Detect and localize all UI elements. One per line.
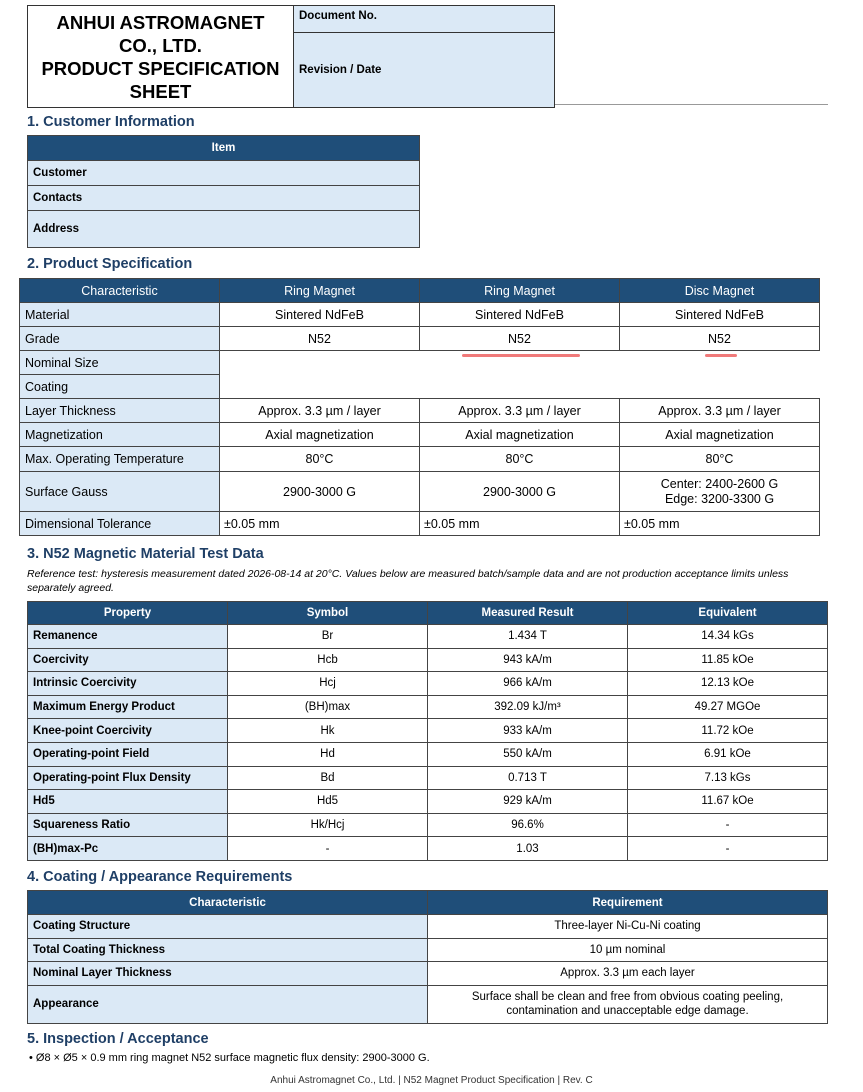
cell: 80°C xyxy=(420,447,620,472)
table-header: Property xyxy=(28,602,228,625)
cell: 11.72 kOe xyxy=(628,719,828,743)
cell: 96.6% xyxy=(428,813,628,837)
cell-line: contamination and unacceptable edge damage. xyxy=(506,1005,749,1017)
cell: Hcj xyxy=(228,672,428,696)
table-row xyxy=(28,648,828,672)
cell: Hd5 xyxy=(228,790,428,814)
cell: ±0.05 mm xyxy=(220,512,420,536)
cell: Approx. 3.3 µm / layer xyxy=(220,399,420,423)
table-row xyxy=(28,813,828,837)
cell: Hcb xyxy=(228,648,428,672)
cell: Hk/Hcj xyxy=(228,813,428,837)
row-label: Nominal Size xyxy=(20,351,220,375)
table-header: Ring Magnet xyxy=(220,279,420,303)
cell: Axial magnetization xyxy=(420,423,620,447)
cell: Sintered NdFeB xyxy=(220,303,420,327)
table-row xyxy=(20,303,820,327)
cell-disc-gauss xyxy=(620,472,820,512)
company-title xyxy=(28,6,294,108)
cell: 2900-3000 G xyxy=(220,472,420,512)
table-row xyxy=(20,447,820,472)
property-label: Maximum Energy Product xyxy=(28,695,228,719)
cell: 933 kA/m xyxy=(428,719,628,743)
row-label: Coating xyxy=(20,375,220,399)
table-row xyxy=(28,719,828,743)
cell: 80°C xyxy=(620,447,820,472)
table-row xyxy=(28,742,828,766)
section-title-test-data: 3. N52 Magnetic Material Test Data xyxy=(27,546,264,562)
characteristic-label: Appearance xyxy=(28,985,428,1023)
row-label: Dimensional Tolerance xyxy=(20,512,220,536)
cell: 49.27 MGOe xyxy=(628,695,828,719)
table-header: Measured Result xyxy=(428,602,628,625)
row-label: Material xyxy=(20,303,220,327)
cell-line: Edge: 3200-3300 G xyxy=(664,491,775,506)
cell: Sintered NdFeB xyxy=(620,303,820,327)
inspection-bullet: • Ø8 × Ø5 × 0.9 mm ring magnet N52 surface magnetic flux density: 2900-3000 G. xyxy=(29,1052,430,1064)
header-rule xyxy=(555,104,828,105)
cell: 929 kA/m xyxy=(428,790,628,814)
requirement-cell: 10 µm nominal xyxy=(428,938,828,962)
requirement-cell: Three-layer Ni-Cu-Ni coating xyxy=(428,915,828,939)
property-label: Knee-point Coercivity xyxy=(28,719,228,743)
requirement-cell xyxy=(428,985,828,1023)
cell: Hk xyxy=(228,719,428,743)
cell: - xyxy=(228,837,428,861)
cell: Axial magnetization xyxy=(620,423,820,447)
table-row xyxy=(28,962,828,986)
row-label: Max. Operating Temperature xyxy=(20,447,220,472)
section-title-product-spec: 2. Product Specification xyxy=(27,256,193,272)
property-label: Operating-point Field xyxy=(28,742,228,766)
company-line: PRODUCT SPECIFICATION xyxy=(41,57,280,79)
characteristic-label: Coating Structure xyxy=(28,915,428,939)
cell: Br xyxy=(228,625,428,649)
table-header: Requirement xyxy=(428,891,828,915)
table-row xyxy=(20,423,820,447)
table-row xyxy=(28,695,828,719)
cell: 966 kA/m xyxy=(428,672,628,696)
document-no-label: Document No. xyxy=(294,6,555,33)
cell: - xyxy=(628,837,828,861)
property-label: Remanence xyxy=(28,625,228,649)
cell: 6.91 kOe xyxy=(628,742,828,766)
table-row xyxy=(20,351,820,375)
table-row xyxy=(28,766,828,790)
table-row xyxy=(20,399,820,423)
cell: N52 xyxy=(620,327,820,351)
property-label: Coercivity xyxy=(28,648,228,672)
cell: 0.713 T xyxy=(428,766,628,790)
coating-requirements-table xyxy=(27,890,828,1024)
cell: 1.434 T xyxy=(428,625,628,649)
cell: 11.67 kOe xyxy=(628,790,828,814)
characteristic-label: Nominal Layer Thickness xyxy=(28,962,428,986)
cell: 11.85 kOe xyxy=(628,648,828,672)
cell: 7.13 kGs xyxy=(628,766,828,790)
section-title-customer: 1. Customer Information xyxy=(27,114,195,130)
row-label: Grade xyxy=(20,327,220,351)
cell: Bd xyxy=(228,766,428,790)
blank-area xyxy=(220,351,820,399)
product-spec-table xyxy=(19,278,820,536)
customer-info-table xyxy=(27,135,420,248)
cell: Approx. 3.3 µm / layer xyxy=(620,399,820,423)
cell: N52 xyxy=(220,327,420,351)
property-label: Squareness Ratio xyxy=(28,813,228,837)
table-row xyxy=(28,790,828,814)
row-label: Magnetization xyxy=(20,423,220,447)
table-row xyxy=(28,938,828,962)
cell: 2900-3000 G xyxy=(420,472,620,512)
customer-label: Customer xyxy=(28,161,420,186)
address-label: Address xyxy=(28,211,420,248)
property-label: Intrinsic Coercivity xyxy=(28,672,228,696)
cell: - xyxy=(628,813,828,837)
table-header: Disc Magnet xyxy=(620,279,820,303)
cell-line: Center: 2400-2600 G xyxy=(660,476,779,491)
table-header: Characteristic xyxy=(20,279,220,303)
cell: 14.34 kGs xyxy=(628,625,828,649)
row-label: Layer Thickness xyxy=(20,399,220,423)
table-row xyxy=(28,837,828,861)
row-label: Surface Gauss xyxy=(20,472,220,512)
table-header: Item xyxy=(28,136,420,161)
cell-line: Surface shall be clean and free from obvious coating peeling, xyxy=(471,991,784,1003)
table-row xyxy=(28,915,828,939)
table-row xyxy=(28,672,828,696)
table-header: Symbol xyxy=(228,602,428,625)
cell: 80°C xyxy=(220,447,420,472)
company-line: SHEET xyxy=(129,80,192,102)
test-note: Reference test: hysteresis measurement dated 2026-08-14 at 20°C. Values below are measured batch/sample data and are not production acceptance limits unless separately agreed. xyxy=(27,568,789,594)
cell: Axial magnetization xyxy=(220,423,420,447)
table-row xyxy=(20,327,820,351)
table-header: Characteristic xyxy=(28,891,428,915)
section-title-coating: 4. Coating / Appearance Requirements xyxy=(27,869,293,885)
highlight-mark xyxy=(705,354,737,357)
cell: 392.09 kJ/m³ xyxy=(428,695,628,719)
property-label: Operating-point Flux Density xyxy=(28,766,228,790)
cell: ±0.05 mm xyxy=(420,512,620,536)
table-header: Equivalent xyxy=(628,602,828,625)
table-row xyxy=(20,512,820,536)
test-data-table xyxy=(27,601,828,861)
cell: 12.13 kOe xyxy=(628,672,828,696)
cell: 1.03 xyxy=(428,837,628,861)
page-footer: Anhui Astromagnet Co., Ltd. | N52 Magnet Product Specification | Rev. C xyxy=(270,1075,593,1086)
revision-date-label: Revision / Date xyxy=(294,33,555,108)
requirement-cell: Approx. 3.3 µm each layer xyxy=(428,962,828,986)
characteristic-label: Total Coating Thickness xyxy=(28,938,428,962)
table-row xyxy=(28,625,828,649)
company-line: ANHUI ASTROMAGNET xyxy=(56,11,265,33)
cell: 550 kA/m xyxy=(428,742,628,766)
section-title-inspection: 5. Inspection / Acceptance xyxy=(27,1031,209,1047)
property-label: Hd5 xyxy=(28,790,228,814)
cell: 943 kA/m xyxy=(428,648,628,672)
company-line: CO., LTD. xyxy=(119,34,202,56)
table-header: Ring Magnet xyxy=(420,279,620,303)
table-row xyxy=(28,985,828,1023)
cell: Hd xyxy=(228,742,428,766)
highlight-mark xyxy=(462,354,580,357)
cell: N52 xyxy=(420,327,620,351)
property-label: (BH)max-Pc xyxy=(28,837,228,861)
table-row xyxy=(20,472,820,512)
cell: Sintered NdFeB xyxy=(420,303,620,327)
cell: Approx. 3.3 µm / layer xyxy=(420,399,620,423)
cell: (BH)max xyxy=(228,695,428,719)
cell: ±0.05 mm xyxy=(620,512,820,536)
document-header xyxy=(27,5,555,108)
contacts-label: Contacts xyxy=(28,186,420,211)
